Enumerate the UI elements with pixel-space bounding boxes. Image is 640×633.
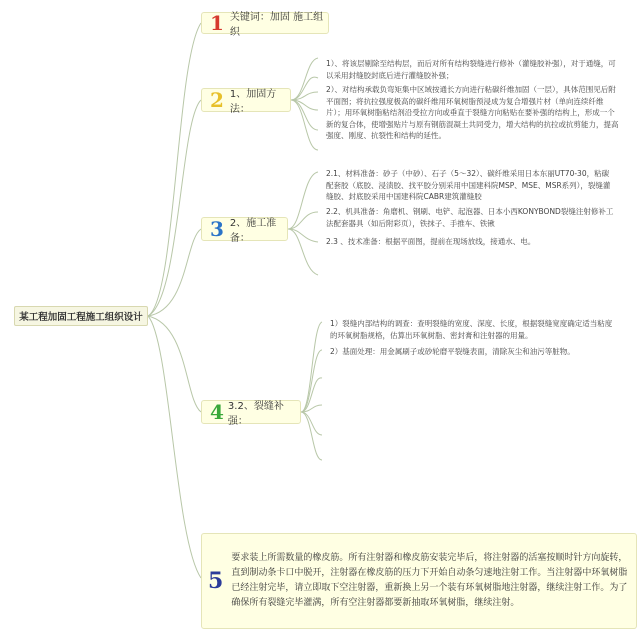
branch-4-node[interactable] (201, 400, 301, 427)
branch-1-node[interactable] (201, 11, 329, 38)
branch-3-item-1: 2.1、材料准备：砂子（中砂）、石子（5～32）、碳纤维采用日本东丽UT70-30，粘碳配套胶（底胶、浸渍胶、找平胶分别采用中国建科院MSP、MSE、MSR系列），裂缝灌缝胶、封底胶采用中国建科院CABR建筑灌缝胶 (326, 169, 611, 201)
branch-3-node[interactable] (201, 217, 288, 244)
branch-4-item-1: 1）裂缝内部结构的调查：查明裂缝的宽度、深度、长度，根据裂缝宽度确定适当粘度的环氧树脂规格，估算出环氧树脂、密封膏和注射器的用量。 (330, 319, 613, 340)
bracket-branch-4 (301, 322, 322, 412)
branch-4-number: 4 (210, 400, 224, 424)
branch-2-node[interactable] (201, 88, 291, 115)
link-branch-1 (148, 23, 201, 316)
branch-2-item-1: 1）、将该层剔除至结构层，而后对所有结构裂缝进行修补（灌缝胶补强），对于通缝，可以采用封缝胶封底后进行灌缝胶补强； (326, 59, 616, 80)
link-branch-2 (148, 100, 201, 316)
branch-1-number: 1 (210, 11, 224, 35)
branch-3-item-2: 2.2、机具准备：角磨机、钢刷、电铲、起泡器、日本小西KONYBOND裂缝注射修补工法配套器具（如后附彩页），铁抹子、手推车、铁锹 (326, 207, 614, 228)
branch-5-node[interactable] (201, 533, 637, 629)
branch-4-label: 3.2、裂缝补强： (227, 401, 284, 427)
link-branch-5 (148, 316, 201, 578)
branch-1-label: 关键词：加固 施工组织 (229, 12, 324, 38)
branch-5-text: 要求装上所需数量的橡皮筋。所有注射器和橡皮筋安装完毕后，将注射器的活塞按顺时针方向旋转，直到制动条卡口中脱开，注射器在橡皮筋的压力下开始自动条匀速地注射工作。当注射器中环氧树脂已经注射完毕，请立即取下空注射器，重新换上另一个装有环氧树脂地注射器，继续注射工作。为了确保所有裂缝完毕灌满，所有空注射器都要新抽取环氧树脂，继续注射。 (231, 553, 628, 608)
bracket-branch-3 (288, 172, 318, 229)
branch-2-number: 2 (210, 88, 224, 112)
branch-4-item-2: 2）基面处理：用金属刷子或砂轮磨平裂缝表面，清除灰尘和油污等脏物。 (330, 347, 575, 356)
branch-2-item-2: 2）、对结构承载负弯矩集中区域按通长方向进行粘碳纤维加固（一层），具体范围见后附平面图；将抗拉强度极高的碳纤维用环氧树脂预浸成为复合增强片材（单向连续纤维片）；用环氧树脂粘结剂沿受拉方向或垂直于裂缝方向粘贴在要补强的结构上，形成一个新的复合体，使增强贴片与原有钢筋混凝土共同受力，增大结构的抗拉或抗剪能力，提高强度、刚度、抗裂性和结构的延性。 (326, 85, 619, 140)
root-label: 某工程加固工程施工组织设计 (19, 312, 143, 323)
branch-3-item-3: 2.3 、技术准备：根据平面图，提前在现场放线，接通水、电。 (326, 237, 536, 246)
branch-3-number: 3 (210, 217, 224, 241)
link-branch-4 (148, 316, 201, 412)
root-node[interactable] (14, 306, 148, 326)
bracket-branch-2 (291, 58, 318, 100)
branch-2-label: 1、加固方法： (229, 89, 277, 115)
branch-5-number: 5 (208, 568, 224, 594)
branch-3-label: 2、施工准备： (229, 218, 277, 244)
